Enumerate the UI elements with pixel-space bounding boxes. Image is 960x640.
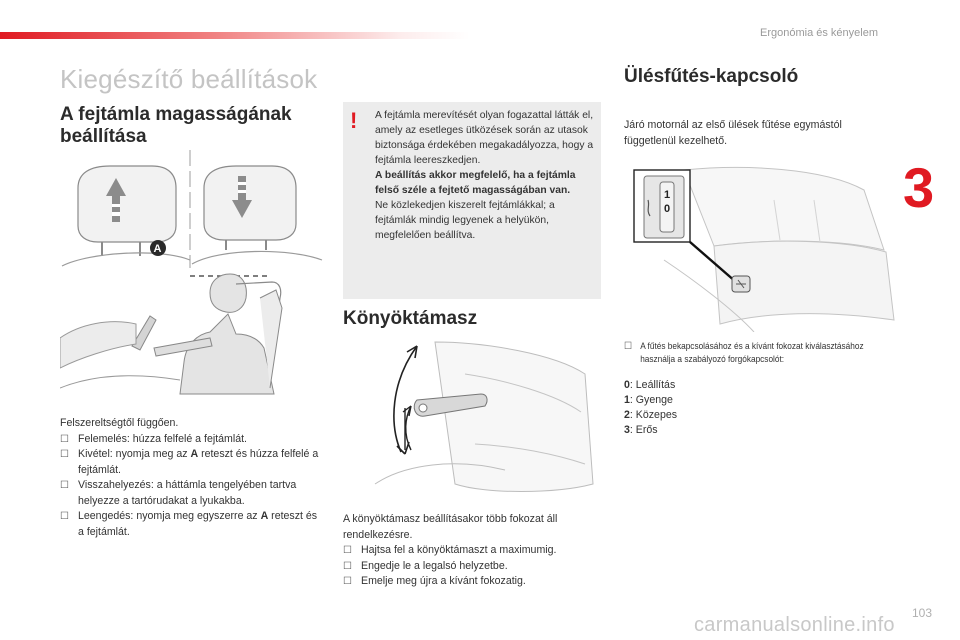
armrest-illustration bbox=[345, 334, 601, 499]
heating-level-item bbox=[624, 393, 677, 408]
level-number: 3 bbox=[624, 424, 630, 436]
headrest-title-line2: beállítása bbox=[60, 125, 147, 147]
armrest-section-title: Könyöktámasz bbox=[343, 308, 478, 329]
bullet-post: reteszt és húzza felfelé a fejtámlát. bbox=[78, 448, 319, 476]
seat-heating-note-bullet bbox=[624, 340, 885, 366]
headrest-bullet-text: Felemelés: húzza felfelé a fejtámlát. bbox=[78, 432, 247, 445]
seat-heating-note-text: A fűtés bekapcsolásához és a kívánt fokozat kiválasztásához használja a szabályozó forgókapcsolót: bbox=[640, 341, 864, 364]
heating-level-item bbox=[624, 408, 677, 423]
bullet-icon: ☐ bbox=[60, 480, 69, 491]
level-label: : Közepes bbox=[629, 409, 678, 421]
headrest-instructions bbox=[60, 416, 322, 540]
seat-heating-section-title: Ülésfűtés-kapcsoló bbox=[624, 66, 799, 87]
bullet-icon: ☐ bbox=[60, 449, 69, 460]
armrest-intro: A könyöktámasz beállításakor több fokozat áll rendelkezésre. bbox=[343, 513, 558, 541]
armrest-bullet bbox=[343, 559, 605, 575]
armrest-bullet bbox=[343, 574, 605, 590]
warning-text-bold: A beállítás akkor megfelelő, ha a fejtámla felső széle a fejtető magasságában van. bbox=[375, 170, 576, 196]
bullet-icon: ☐ bbox=[60, 433, 69, 445]
armrest-bullet-text: Hajtsa fel a könyöktámaszt a maximumig. bbox=[361, 544, 557, 556]
headrest-bullet-remove bbox=[60, 447, 322, 478]
headrest-bullet-refit bbox=[60, 478, 322, 509]
level-label: : Gyenge bbox=[629, 394, 673, 406]
header-accent-bar bbox=[0, 32, 470, 39]
level-number: 0 bbox=[624, 379, 630, 391]
bullet-pre: Kivétel: nyomja meg az bbox=[78, 448, 191, 460]
bullet-bold: A bbox=[190, 448, 199, 460]
bullet-icon: ☐ bbox=[624, 341, 633, 352]
bullet-post: reteszt és a fejtámlát. bbox=[78, 510, 318, 538]
level-number: 1 bbox=[624, 394, 630, 406]
bullet-pre: Leengedés: nyomja meg egyszerre az bbox=[78, 510, 261, 522]
headrest-bullet-text bbox=[78, 509, 322, 540]
headrest-section-title bbox=[60, 104, 292, 148]
warning-box bbox=[343, 102, 601, 299]
seat-heating-note bbox=[624, 340, 885, 366]
heating-level-item bbox=[624, 378, 677, 393]
headrest-title-line1: A fejtámla magasságának bbox=[60, 104, 292, 125]
level-label: : Erős bbox=[629, 424, 658, 436]
page-title: Kiegészítő beállítások bbox=[60, 64, 318, 94]
headrest-bullet-text bbox=[78, 447, 322, 478]
headrest-bullet-lower bbox=[60, 509, 322, 540]
bullet-bold: A bbox=[260, 510, 269, 522]
page-number: 103 bbox=[912, 606, 933, 620]
latch-label-a: A bbox=[153, 243, 162, 255]
headrest-intro: Felszereltségtől függően. bbox=[60, 417, 179, 429]
warning-text-2: Ne közlekedjen kiszerelt fejtámlákkal; a fejtámlák mindig legyenek a helyükön, megfelelően beállítva. bbox=[375, 200, 555, 241]
bullet-icon: ☐ bbox=[343, 576, 352, 587]
knob-label-0: 0 bbox=[664, 203, 671, 215]
warning-text bbox=[375, 108, 595, 243]
level-number: 2 bbox=[624, 409, 630, 421]
chapter-title: Ergonómia és kényelem bbox=[760, 27, 879, 39]
armrest-bullet bbox=[343, 543, 605, 559]
warning-text-1: A fejtámla merevítését olyan fogazattal látták el, amely az esetleges ütközések során az utasok biztonsága érdekében megakadályozza, hogy a fejtámla leereszkedjen. bbox=[375, 110, 594, 166]
headrest-illustration bbox=[60, 148, 332, 398]
bullet-icon: ☐ bbox=[343, 545, 352, 556]
level-label: : Leállítás bbox=[629, 379, 676, 391]
armrest-instructions bbox=[343, 512, 605, 590]
armrest-bullet-text: Engedje le a legalsó helyzetbe. bbox=[361, 559, 508, 572]
seat-heating-illustration bbox=[624, 160, 900, 332]
bullet-icon: ☐ bbox=[343, 560, 352, 572]
warning-icon: ! bbox=[350, 108, 358, 133]
watermark: carmanualsonline.info bbox=[694, 614, 895, 636]
headrest-bullet-text: Visszahelyezés: a háttámla tengelyében tartva helyezze a tartórudakat a lyukakba. bbox=[78, 479, 297, 507]
chapter-number: 3 bbox=[903, 156, 935, 219]
armrest-bullet-text: Emelje meg újra a kívánt fokozatig. bbox=[361, 575, 526, 587]
bullet-icon: ☐ bbox=[60, 511, 69, 522]
seat-heating-intro: Járó motornál az első ülések fűtése egymástól függetlenül kezelhető. bbox=[624, 119, 842, 147]
heating-level-item bbox=[624, 423, 677, 438]
headrest-bullet-raise bbox=[60, 432, 322, 448]
heating-levels-list bbox=[624, 378, 677, 438]
knob-label-1: 1 bbox=[664, 189, 671, 201]
